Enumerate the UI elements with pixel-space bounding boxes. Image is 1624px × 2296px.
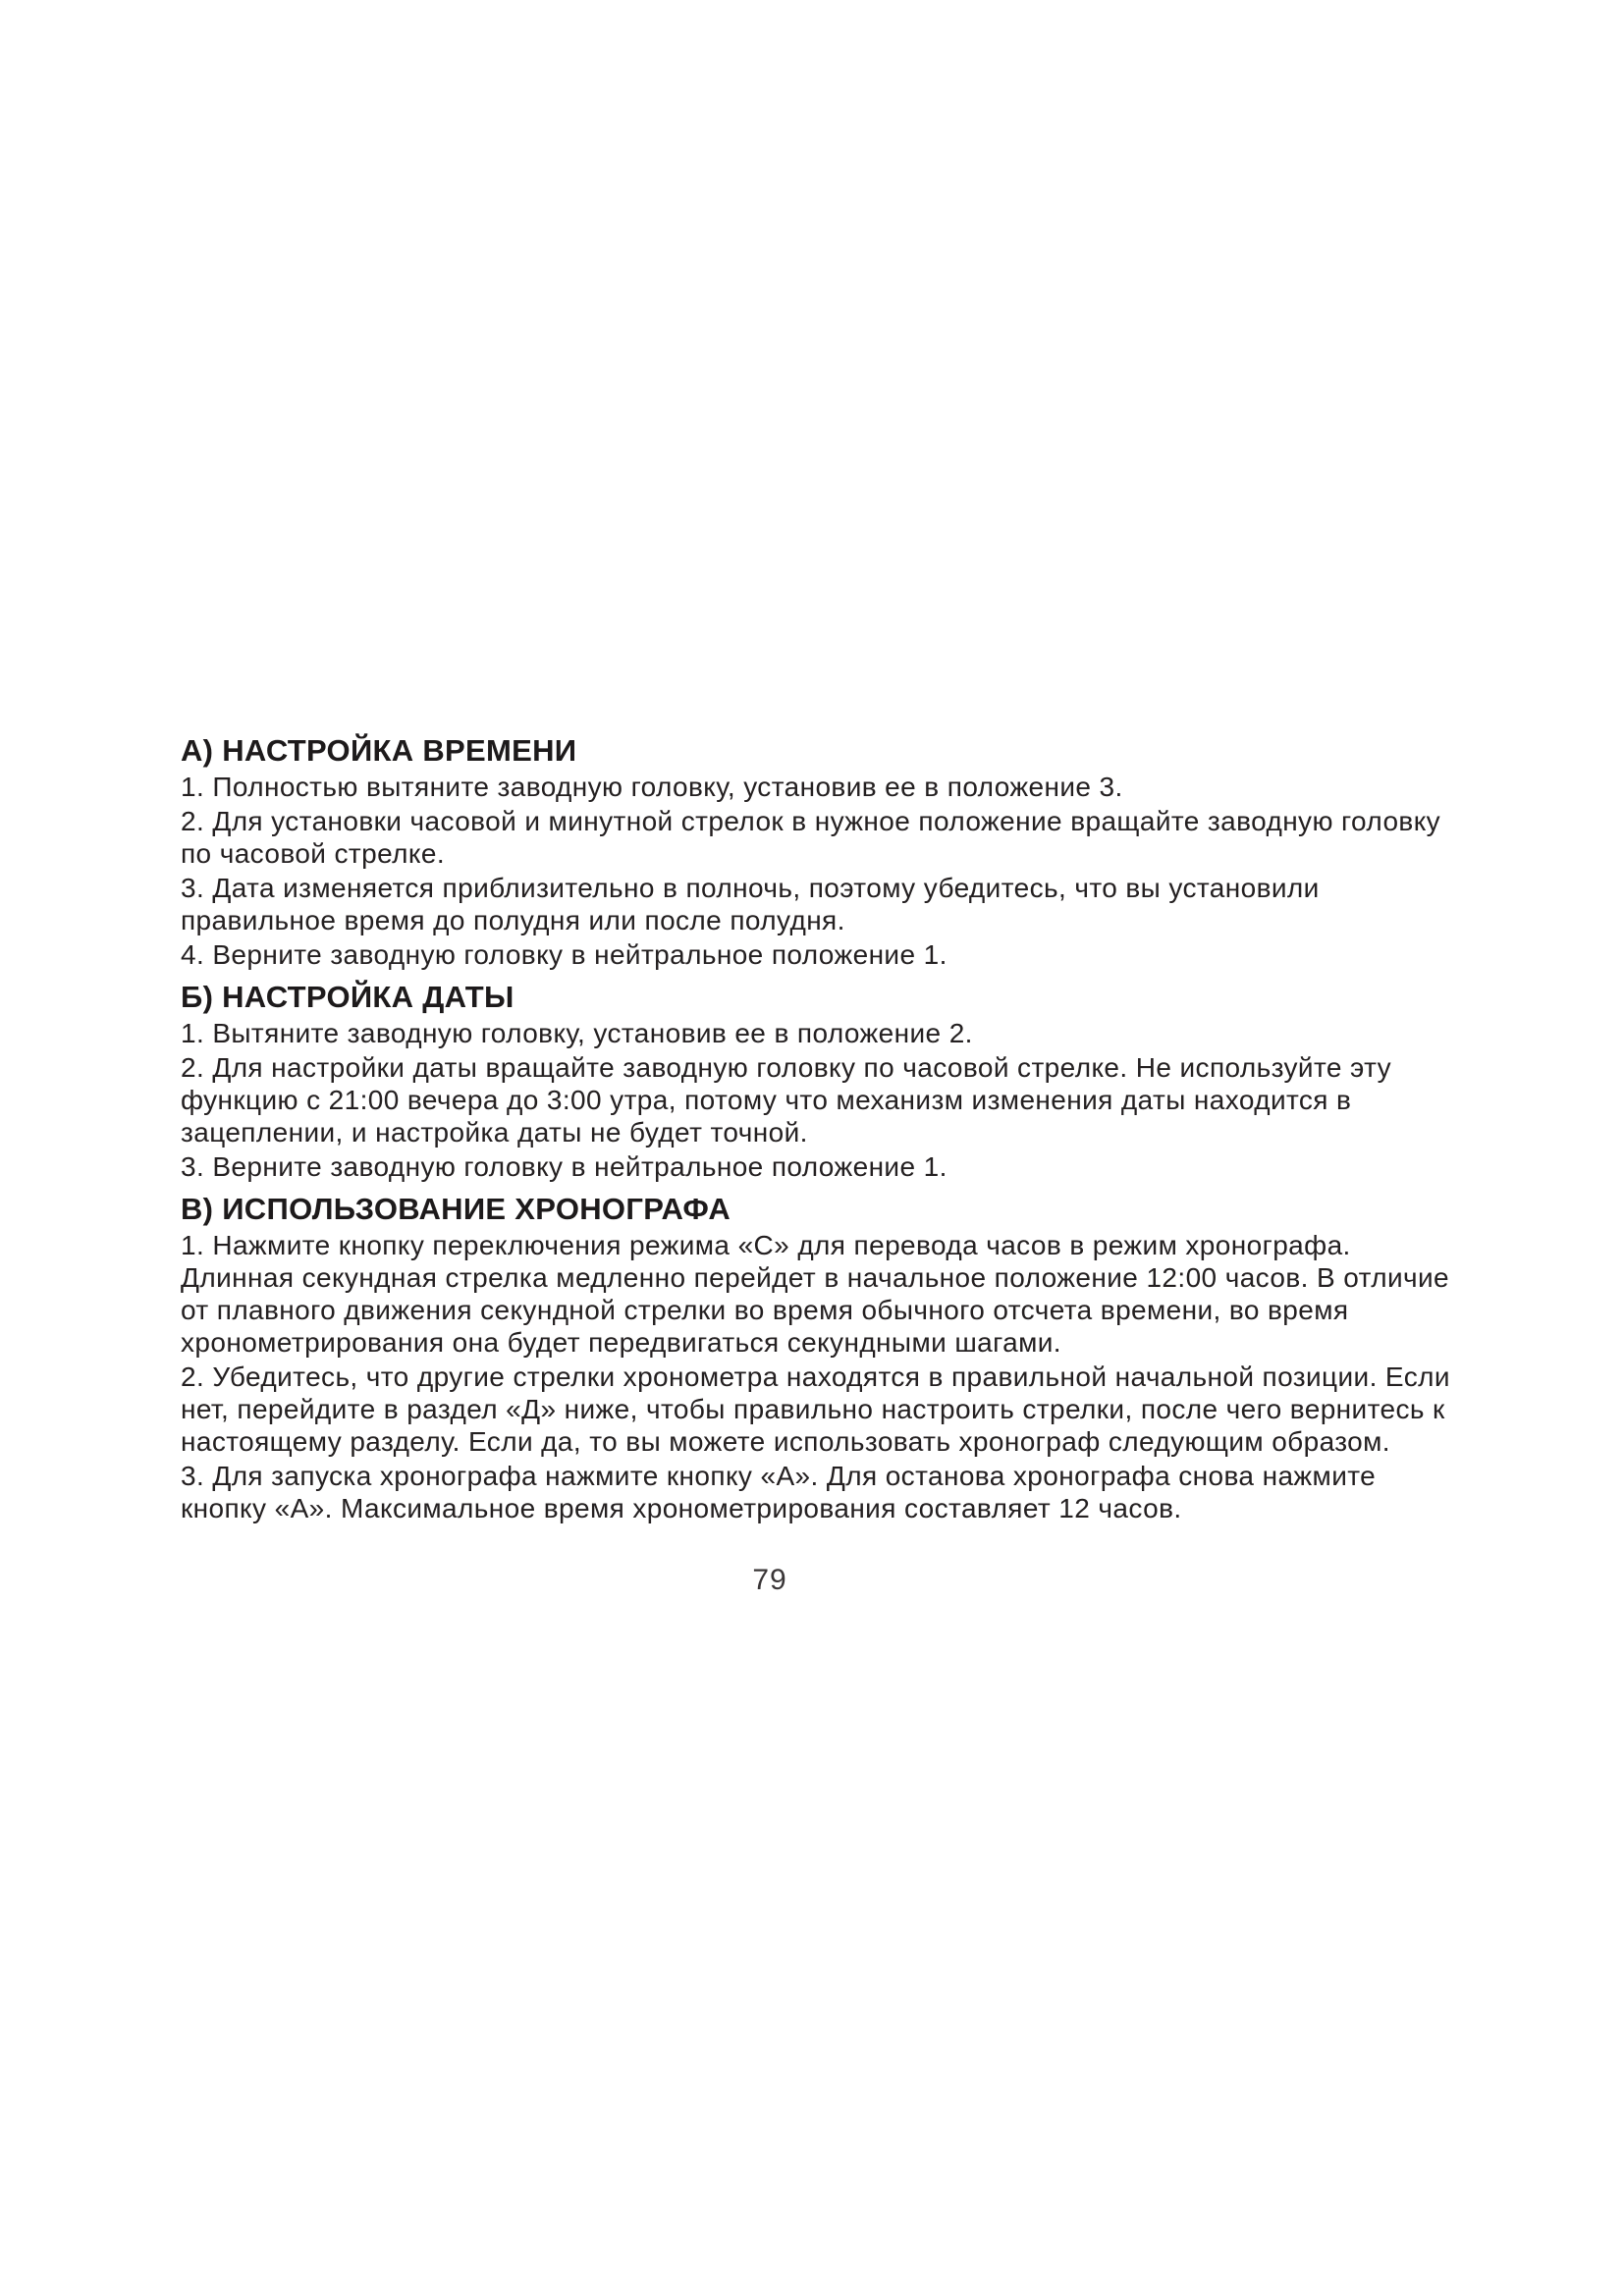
page-number: 79 bbox=[752, 1564, 787, 1596]
section-chronograph-usage bbox=[181, 1191, 1452, 1524]
section-date-setting bbox=[181, 979, 1452, 1183]
instruction-step: 2. Убедитесь, что другие стрелки хронометра находятся в правильной начальной позиции. Если нет, перейдите в раздел «Д» ниже, чтобы правильно настроить стрелки, после чего вернитесь к настоящему разделу. Если да, то вы можете использовать хронограф следующим образом. bbox=[181, 1362, 1450, 1457]
instruction-step: 2. Для настройки даты вращайте заводную головку по часовой стрелке. Не используйте эту функцию с 21:00 вечера до 3:00 утра, потому что механизм изменения даты находится в зацеплении, и настройка даты не будет точной. bbox=[181, 1052, 1392, 1148]
instruction-step: 1. Вытяните заводную головку, установив ее в положение 2. bbox=[181, 1018, 973, 1048]
page-content bbox=[181, 732, 1452, 1524]
instruction-step: 3. Дата изменяется приблизительно в полночь, поэтому убедитесь, что вы установили правильное время до полудня или после полудня. bbox=[181, 873, 1320, 935]
section-time-setting bbox=[181, 732, 1452, 971]
instruction-step: 3. Верните заводную головку в нейтральное положение 1. bbox=[181, 1151, 947, 1182]
section-heading-time: А) НАСТРОЙКА ВРЕМЕНИ bbox=[181, 733, 577, 768]
instruction-step: 2. Для установки часовой и минутной стрелок в нужное положение вращайте заводную головку по часовой стрелке. bbox=[181, 806, 1441, 869]
instruction-step: 4. Верните заводную головку в нейтральное положение 1. bbox=[181, 939, 947, 970]
instruction-step: 1. Полностью вытяните заводную головку, установив ее в положение 3. bbox=[181, 772, 1123, 802]
instruction-step: 1. Нажмите кнопку переключения режима «С» для перевода часов в режим хронографа. Длинная секундная стрелка медленно перейдет в начальное положение 12:00 часов. В отличие от плавного движения секундной стрелки во время обычного отсчета времени, во время хронометрирования она будет передвигаться секундными шагами. bbox=[181, 1230, 1449, 1358]
section-heading-chronograph: В) ИСПОЛЬЗОВАНИЕ ХРОНОГРАФА bbox=[181, 1192, 731, 1226]
instruction-step: 3. Для запуска хронографа нажмите кнопку «А». Для останова хронографа снова нажмите кнопку «А». Максимальное время хронометрирования составляет 12 часов. bbox=[181, 1461, 1377, 1523]
section-heading-date: Б) НАСТРОЙКА ДАТЫ bbox=[181, 980, 514, 1014]
